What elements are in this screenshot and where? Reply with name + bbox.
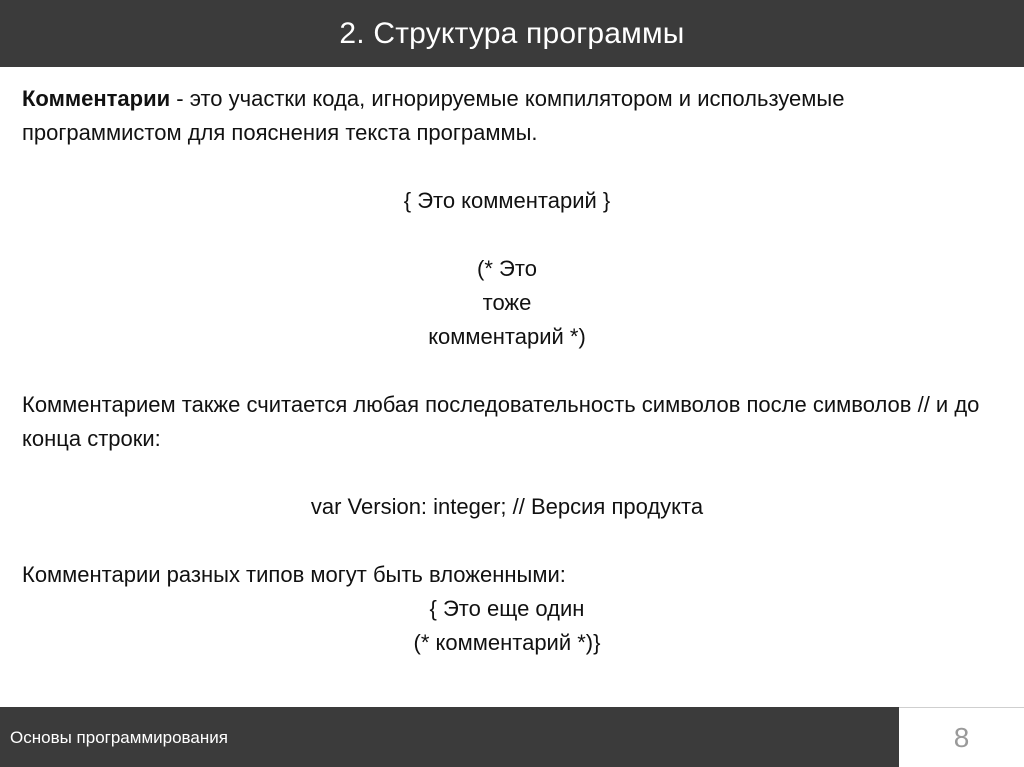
spacer [22, 456, 992, 490]
slide-footer [0, 707, 899, 767]
intro-text: - это участки кода, игнорируемые компилятором и используемые программистом для пояснения текста программы. [22, 86, 845, 145]
footer-course-title: Основы программирования [10, 728, 228, 747]
example-nested-comment-line: { Это еще один [429, 596, 585, 621]
page-number: 8 [953, 721, 970, 753]
line-comment-paragraph: Комментарием также считается любая последовательность символов после символов // и до конца строки: [22, 392, 980, 451]
example-comment-braces: { Это комментарий } [403, 188, 611, 213]
spacer [22, 218, 992, 252]
page-number-box [899, 707, 1024, 767]
example-comment-parens-line: тоже [482, 290, 532, 315]
intro-paragraph [22, 82, 992, 150]
intro-term: Комментарии [22, 86, 171, 111]
slide-content [22, 82, 992, 660]
slide-header [0, 0, 1024, 67]
spacer [22, 524, 992, 558]
spacer [22, 150, 992, 184]
example-nested-comment-line: (* комментарий *)} [413, 630, 601, 655]
nested-comments-paragraph: Комментарии разных типов могут быть вложенными: [22, 562, 566, 587]
example-comment-parens-line: комментарий *) [428, 324, 586, 349]
slide-title: 2. Структура программы [339, 16, 685, 50]
spacer [22, 354, 992, 388]
example-line-comment: var Version: integer; // Версия продукта [310, 494, 704, 519]
example-comment-parens-line: (* Это [477, 256, 537, 281]
